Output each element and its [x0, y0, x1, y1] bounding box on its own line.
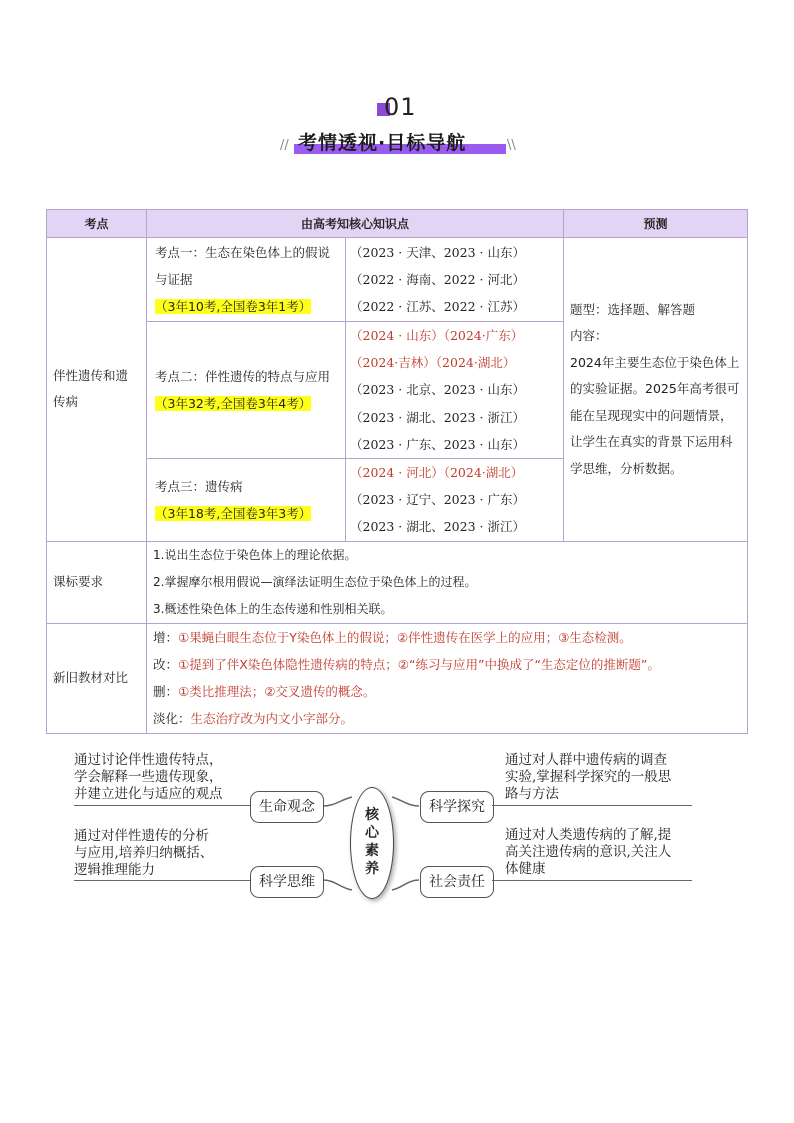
- section-title: 考情透视·目标导航: [298, 132, 467, 154]
- center-char: 心: [365, 825, 379, 841]
- year-line: （2023 · 湖北、2023 · 浙江）: [350, 519, 525, 535]
- mindmap-text-life: [74, 752, 254, 803]
- year-line: （2023 · 湖北、2023 · 浙江）: [350, 409, 525, 425]
- year-line: （2024·吉林）（2024·湖北）: [350, 355, 516, 371]
- header-cell-points: 由高考知核心知识点: [147, 210, 564, 238]
- prediction-content-label: 内容：: [570, 328, 608, 344]
- requirement-item: 3.概述性染色体上的生态传递和性别相关联。: [153, 601, 393, 616]
- core-literacy-label: [350, 806, 394, 878]
- mindmap-text-line: 逻辑推理能力: [74, 862, 155, 878]
- mindmap-node-scientific-inquiry: 科学探究: [420, 791, 494, 823]
- mindmap-text-line: 并建立进化与适应的观点: [74, 786, 223, 802]
- mindmap-text-line: 学会解释一些遗传现象，: [74, 769, 223, 785]
- mindmap-node-scientific-thinking: 科学思维: [250, 866, 324, 898]
- year-line: （2023 · 辽宁、2023 · 广东）: [350, 492, 525, 508]
- mindmap-text-inquiry: [505, 752, 695, 803]
- compare-content: ①提到了伴X染色体隐性遗传病的特点；②“练习与应用”中换成了“生态定位的推断题”。: [178, 656, 660, 672]
- compare-content: 生态治疗改为内文小字部分。: [190, 711, 354, 727]
- center-char: 核: [365, 807, 379, 823]
- point-name: 考点三：遗传病: [155, 478, 243, 494]
- requirement-item: 2.掌握摩尔根用假说—演绎法证明生态位于染色体上的过程。: [153, 574, 477, 589]
- point-stat: （3年32考,全国卷3年4考）: [155, 396, 312, 411]
- year-line: （2022 · 海南、2022 · 河北）: [350, 271, 525, 287]
- mindmap-text-responsibility: [505, 827, 695, 878]
- compare-prefix: 删：: [153, 684, 179, 700]
- mindmap-text-line: 通过对人群中遗传病的调查: [505, 752, 667, 768]
- mindmap-underline: [74, 805, 250, 806]
- mindmap-underline: [492, 880, 692, 881]
- mindmap-text-line: 通过对伴性遗传的分析: [74, 828, 209, 844]
- point-stat: （3年10考,全国卷3年1考）: [155, 299, 312, 314]
- mindmap-text-line: 与应用,培养归纳概括、: [74, 845, 214, 861]
- mindmap-underline: [492, 805, 692, 806]
- compare-content: ①果蝇白眼生态位于Y染色体上的假说；②伴性遗传在医学上的应用；③生态检测。: [178, 629, 632, 645]
- mindmap-text-line: 体健康: [505, 861, 546, 877]
- point-stat: （3年18考,全国卷3年3考）: [155, 505, 312, 521]
- mindmap-underline: [74, 880, 250, 881]
- topic-label: 伴性遗传和遗传病: [53, 368, 129, 410]
- prediction-content: 2024年主要生态位于染色体上的实验证据。2025年高考很可能在呈现现实中的问题情景，让学生在真实的背景下运用科学思维，分析数据。: [570, 354, 740, 476]
- mindmap-node-social-responsibility: 社会责任: [420, 866, 494, 898]
- requirement-item: 1.说出生态位于染色体上的理论依据。: [153, 547, 357, 562]
- mindmap-text-thinking: [74, 828, 254, 879]
- mindmap-node-life-concept: 生命观念: [250, 791, 324, 823]
- year-line: （2022 · 江苏、2022 · 江苏）: [350, 299, 525, 315]
- year-line: （2024 · 河北）（2024·湖北）: [350, 465, 524, 481]
- year-line: （2024 · 山东）（2024·广东）: [350, 328, 524, 343]
- center-char: 素: [365, 843, 379, 859]
- mindmap-text-line: 高关注遗传病的意识,关注人: [505, 844, 672, 860]
- compare-prefix: 淡化：: [153, 711, 191, 727]
- header-cell-topic: 考点: [47, 210, 147, 238]
- header-cell-prediction: 预测: [564, 210, 748, 238]
- mindmap-text-line: 路与方法: [505, 786, 559, 802]
- mindmap-text-line: 实验,掌握科学探究的一般思: [505, 769, 672, 785]
- mindmap-text-line: 通过对人类遗传病的了解,提: [505, 827, 672, 843]
- left-slash-decoration: //: [280, 138, 289, 153]
- right-slash-decoration: \\: [507, 138, 516, 153]
- center-char: 养: [365, 861, 379, 877]
- year-line: （2023 · 北京、2023 · 山东）: [350, 382, 525, 398]
- requirements-label: 课标要求: [53, 574, 104, 590]
- compare-prefix: 增：: [153, 629, 179, 645]
- point-name: 考点一：生态在染色体上的假说与证据: [155, 245, 331, 287]
- year-line: （2023 · 天津、2023 · 山东）: [350, 244, 525, 260]
- section-number: 01: [384, 93, 417, 121]
- compare-content: ①类比推理法；②交叉遗传的概念。: [178, 684, 376, 700]
- compare-prefix: 改：: [153, 656, 179, 672]
- compare-label: 新旧教材对比: [53, 670, 129, 686]
- prediction-type: 题型：选择题、解答题: [570, 301, 696, 317]
- year-line: （2023 · 广东、2023 · 山东）: [350, 436, 525, 452]
- mindmap-text-line: 通过讨论伴性遗传特点，: [74, 752, 223, 768]
- point-name: 考点二：伴性遗传的特点与应用: [155, 369, 331, 384]
